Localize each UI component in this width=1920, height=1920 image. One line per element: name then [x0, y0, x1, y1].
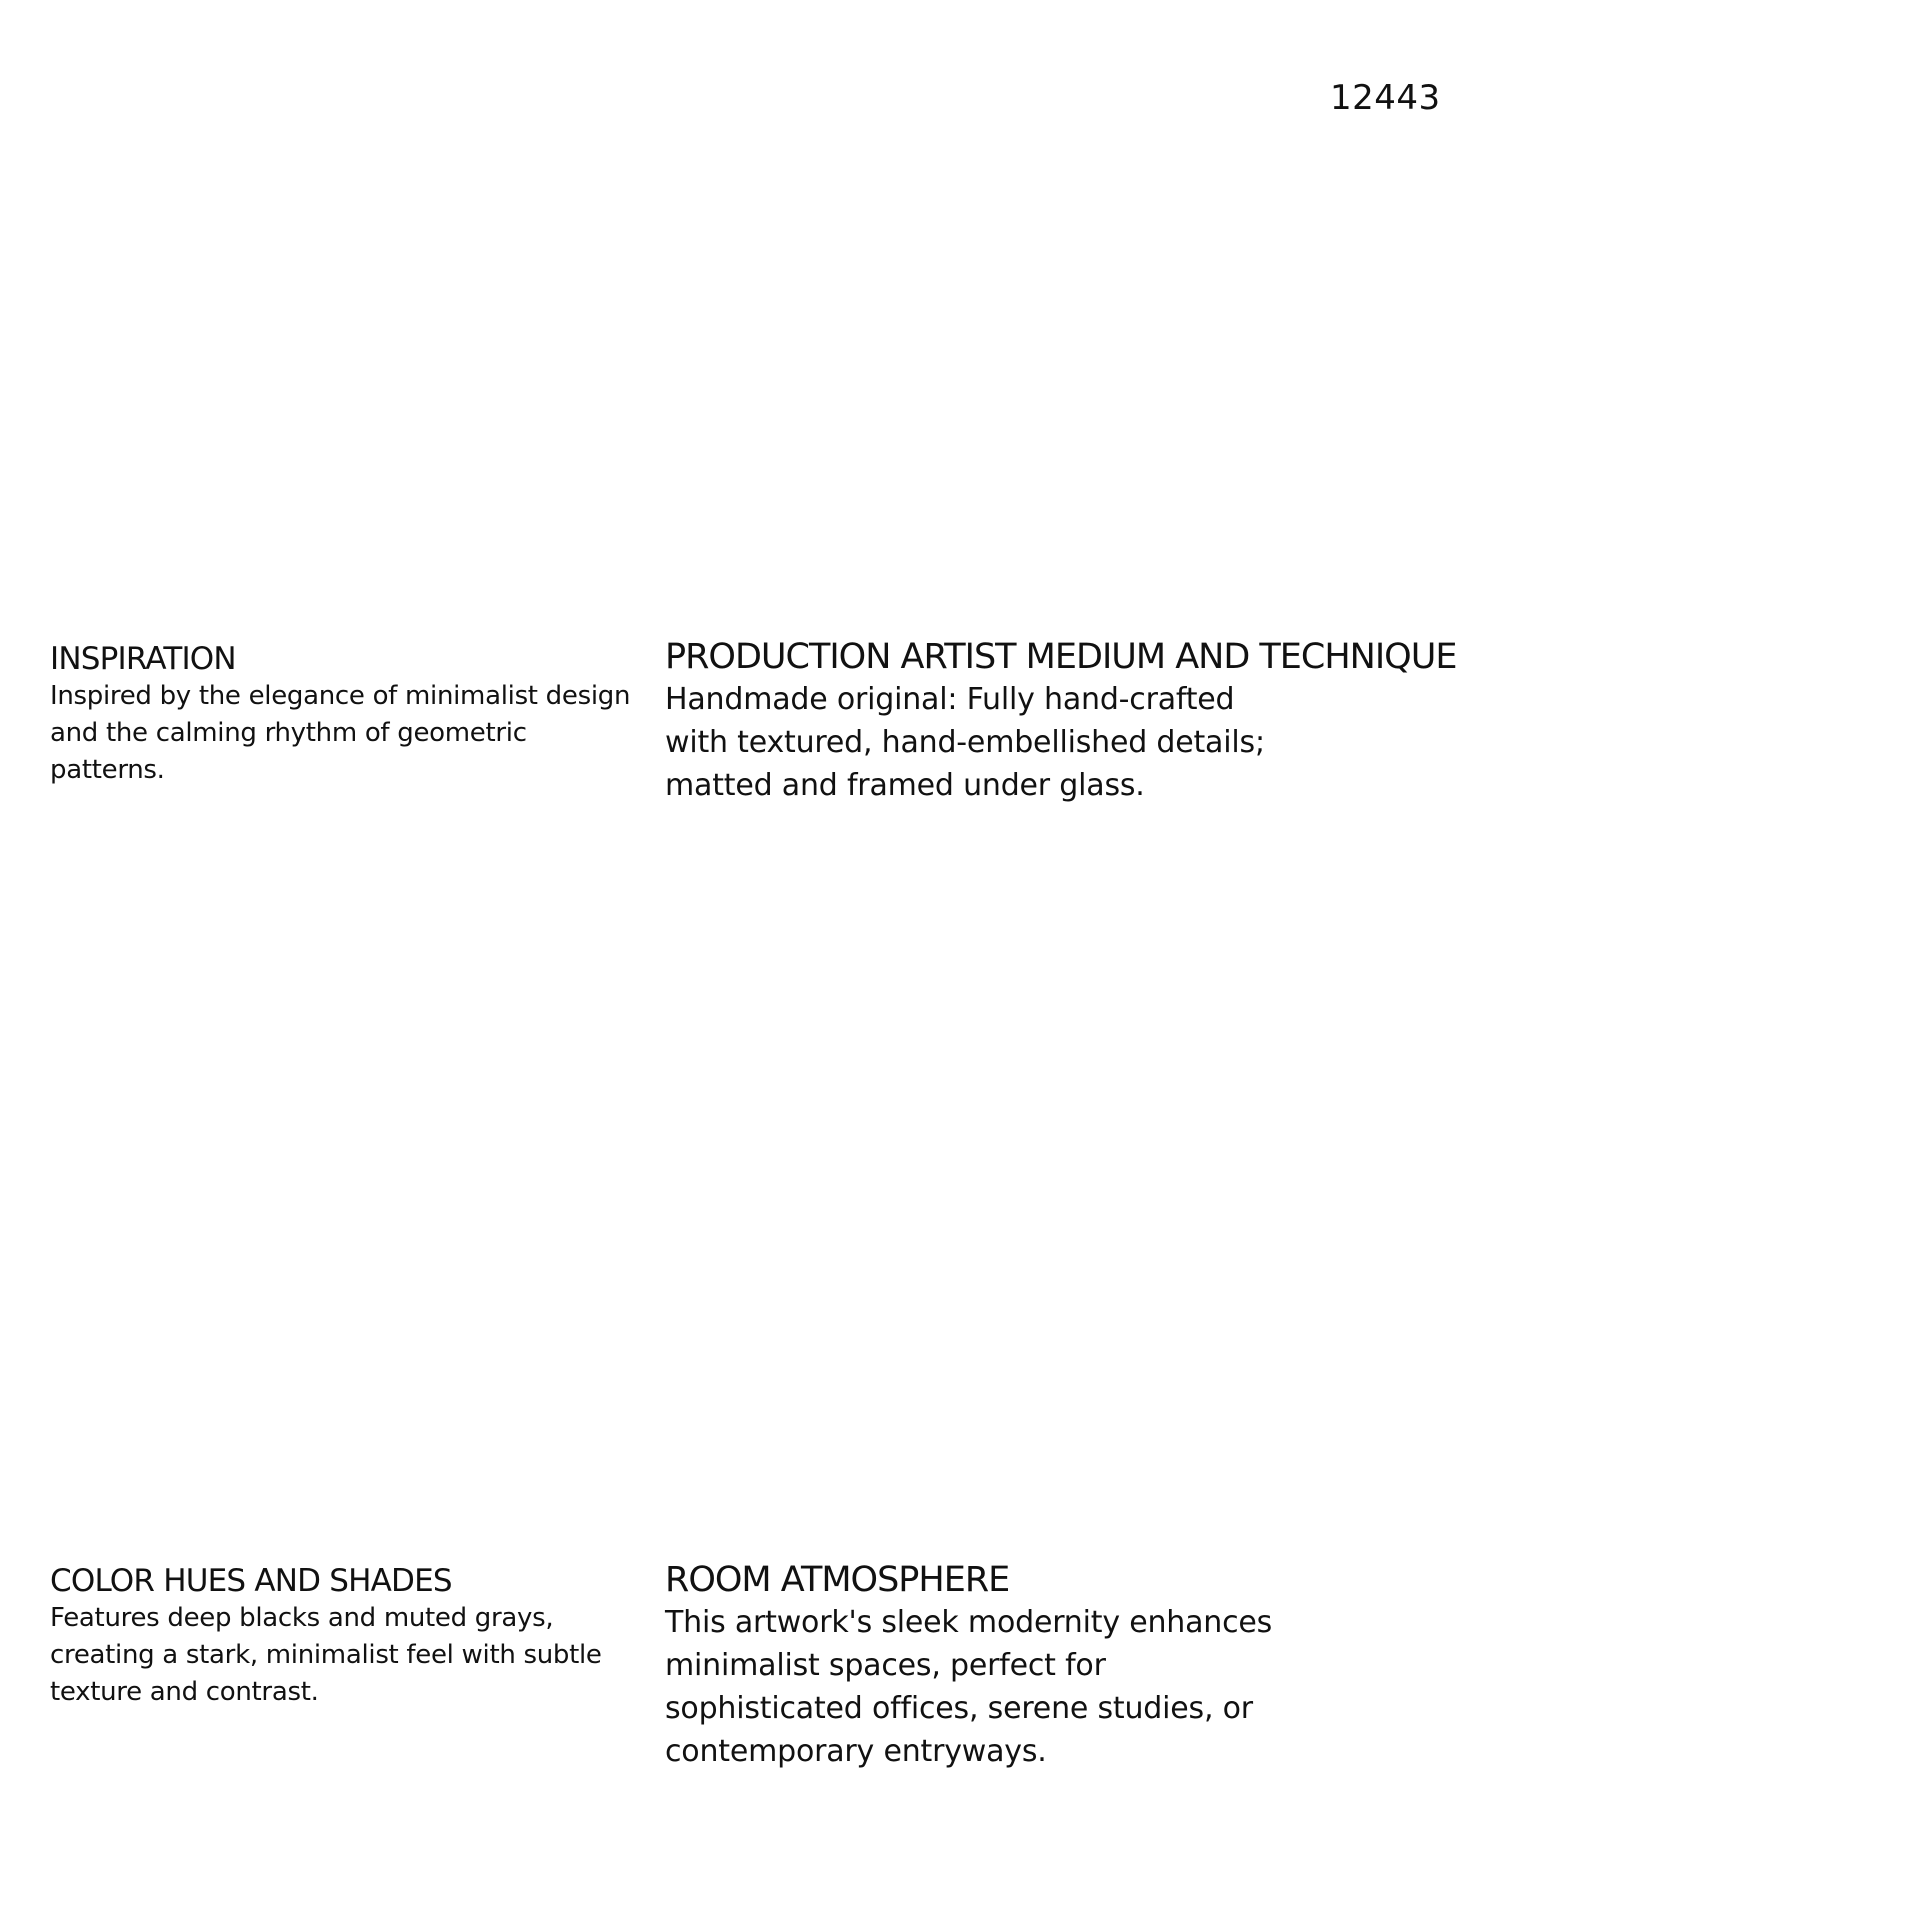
production-section	[665, 636, 1565, 807]
production-text: Handmade original: Fully hand-crafted with textured, hand-embellished details; matted and framed under glass.	[665, 682, 1265, 803]
inspiration-section	[50, 640, 650, 789]
inspiration-heading: INSPIRATION	[50, 641, 236, 677]
production-heading: PRODUCTION ARTIST MEDIUM AND TECHNIQUE	[665, 637, 1457, 677]
atmosphere-heading: ROOM ATMOSPHERE	[665, 1560, 1010, 1600]
inspiration-text: Inspired by the elegance of minimalist design and the calming rhythm of geometric patterns.	[50, 681, 631, 785]
atmosphere-text: This artwork's sleek modernity enhances minimalist spaces, perfect for sophisticated offices, serene studies, or contemporary entryways.	[665, 1605, 1273, 1769]
atmosphere-section	[665, 1559, 1565, 1773]
color-text: Features deep blacks and muted grays, creating a stark, minimalist feel with subtle texture and contrast.	[50, 1603, 602, 1707]
color-heading: COLOR HUES AND SHADES	[50, 1563, 452, 1599]
color-section	[50, 1562, 650, 1711]
reference-number: 12443	[1330, 78, 1441, 118]
